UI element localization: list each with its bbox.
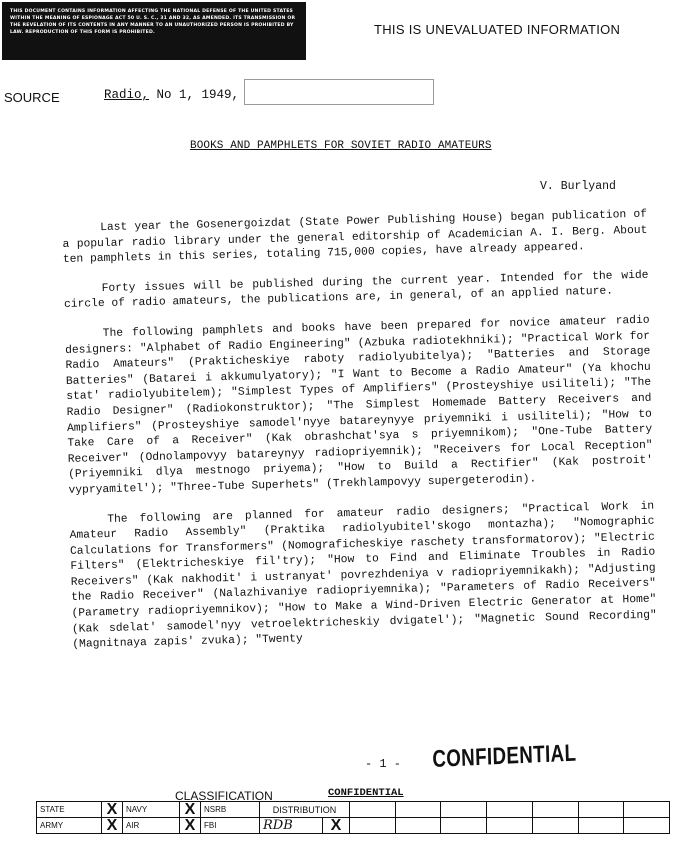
air-check-mark: X: [180, 818, 201, 834]
state-check-mark: X: [102, 802, 123, 818]
dist-cell: [578, 818, 624, 834]
distribution-row-2: [37, 818, 670, 834]
distribution-label: DISTRIBUTION: [260, 802, 350, 818]
dist-cell: [350, 802, 396, 818]
dist-cell: [395, 802, 441, 818]
classification-value: CONFIDENTIAL: [328, 787, 404, 799]
distribution-row-1: [37, 802, 670, 818]
source-value: [104, 88, 239, 102]
cell-nsrb: NSRB: [201, 802, 260, 818]
source-label: SOURCE: [4, 90, 60, 105]
cell-navy: NAVY: [123, 802, 180, 818]
cell-state: STATE: [37, 802, 102, 818]
dist-cell: [350, 818, 396, 834]
cell-fbi: FBI: [201, 818, 260, 834]
dist-cell: [578, 802, 624, 818]
dist-cell: [395, 818, 441, 834]
handwritten-rdb: RDB: [260, 818, 323, 834]
classification-label: CLASSIFICATION: [175, 789, 273, 803]
unevaluated-information-header: THIS IS UNEVALUATED INFORMATION: [374, 22, 621, 37]
rdb-check-mark: X: [323, 818, 350, 834]
source-issue: No 1, 1949,: [149, 88, 240, 102]
dist-cell: [532, 802, 578, 818]
cell-army: ARMY: [37, 818, 102, 834]
paragraph-2: Forty issues will be published during the current year. Intended for the wide circle of radio amateurs, the publications are, in general, of an applied nature.: [63, 269, 649, 312]
espionage-act-notice: THIS DOCUMENT CONTAINS INFORMATION AFFECTING THE NATIONAL DEFENSE OF THE UNITED STATES WITHIN THE MEANING OF ESPIONAGE ACT 50 U. S. C., 31 AND 32, AS AMENDED. ITS TRANSMISSION OR THE REVELATION OF ITS CONTENTS IN ANY MANNER TO AN UNAUTHORIZED PERSON IS PROHIBITED BY LAW. REPRODUCTION OF THIS FORM IS PROHIBITED.: [2, 2, 306, 60]
article-title: BOOKS AND PAMPHLETS FOR SOVIET RADIO AMATEURS: [190, 140, 492, 152]
paragraph-1: Last year the Gosenergoizdat (State Power Publishing House) began publication of a popular radio library under the general editorship of Academician A. I. Berg. About ten pamphlets in this series, totaling 715,000 copies, have already appeared.: [62, 208, 648, 267]
article-author: V. Burlyand: [540, 180, 616, 193]
source-blank-box: [244, 79, 434, 105]
army-check-mark: X: [102, 818, 123, 834]
page-number: - 1 -: [365, 757, 402, 771]
dist-cell: [624, 802, 670, 818]
dist-cell: [624, 818, 670, 834]
dist-cell: [532, 818, 578, 834]
cell-air: AIR: [123, 818, 180, 834]
dist-cell: [441, 802, 487, 818]
paragraph-3: The following pamphlets and books have been prepared for novice amateur radio designers: "Alphabet of Radio Engineering" (Azbuka radiotekhniki); "Practical Work for Radio Amateurs" (Prakticheskiye raboty radiolyubitelya); "Batteries and Storage Batteries" (Batarei i akkumulyatory); "I Want to Become a Radio Amateur" (Ya khochu stat' radiolyubitelem); "Simplest Types of Amplifiers" (Prosteyshiye usiliteli); "The Radio Designer" (Radiokonstruktor); "The Simplest Homemade Battery Receivers and Amplifiers" (Prosteyshiye samodel'nyye batareynyye priyemniki i usiliteli); "How to Take Care of a Receiver" (Kak obrashchat'sya s priyemnikom); "One-Tube Battery Receiver" (Odnolampovyy batareynyy radiopriyemnik); "Receivers for Local Reception" (Priyemniki dlya mestnogo priyema); "How to Build a Rectifier" (Kak postroit' vypryamitel'); "Three-Tube Superhets" (Trekhlampovyy supergeterodin).: [64, 314, 654, 497]
confidential-stamp: CONFIDENTIAL: [432, 739, 577, 773]
source-publication: Radio,: [104, 88, 150, 102]
distribution-table: [36, 801, 670, 834]
navy-check-mark: X: [180, 802, 201, 818]
article-body: [62, 208, 658, 668]
dist-cell: [487, 818, 533, 834]
paragraph-4: The following are planned for amateur radio designers; "Practical Work in Amateur Radio Assembly" (Praktika radiolyubitel'skogo montazha); "Nomographic Calculations for Transformers" (Nomograficheskiye raschety transformatorov); "Electric Filters" (Elektricheskiye fil'try); "How to Find and Eliminate Troubles in Radio Receivers" (Kak nakhodit' i ustranyat' povrezhdeniya v radiopriyemnikakh); "Adjusting the Radio Receiver" (Nalazhivaniye radiopriyemnika); "Parameters of Radio Receivers" (Parametry radiopriyemnikov); "How to Make a Wind-Driven Electric Generator at Home" (Kak sdelat' samodel'nyy vetroelektricheskiy dvigatel'); "Magnetic Sound Recording" (Magnitnaya zapis' zvuka); "Twenty: [69, 500, 657, 652]
dist-cell: [441, 818, 487, 834]
dist-cell: [487, 802, 533, 818]
